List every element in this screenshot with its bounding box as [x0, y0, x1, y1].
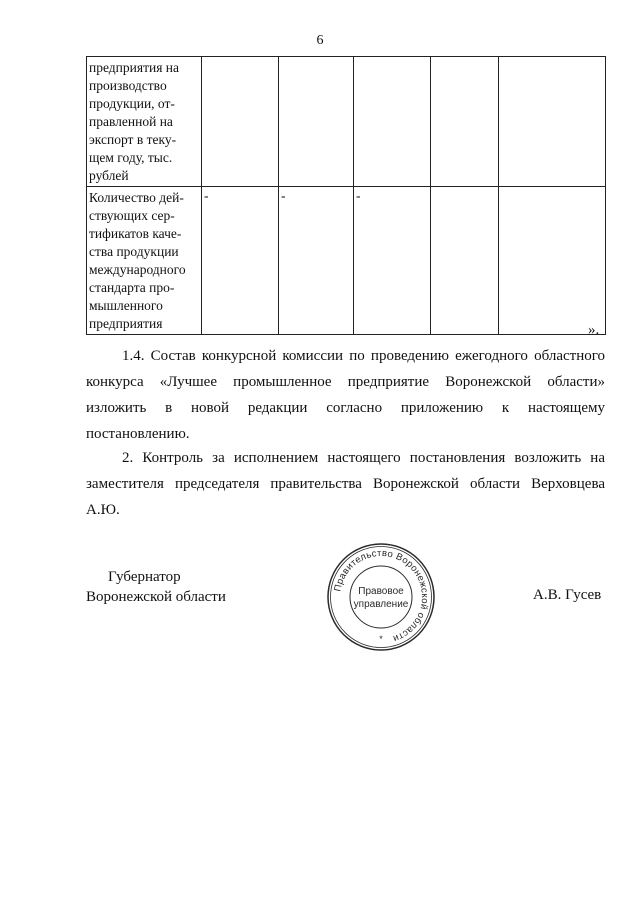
- signature-block: [86, 567, 226, 607]
- table-cell: [431, 187, 499, 335]
- page-number: 6: [316, 33, 324, 48]
- row-label-line: предприятия: [89, 316, 163, 331]
- signatory-name: А.В. Гусев: [533, 587, 602, 603]
- paragraph-control-assignment: 2. Контроль за исполнением настоящего постановления возложить на заместителя председателя правительства Воронежской области Верховцева А.Ю.: [86, 450, 605, 518]
- closing-quote: ».: [588, 322, 600, 338]
- indicator-table: [86, 56, 606, 335]
- table-cell: -: [279, 187, 354, 335]
- row-label-line: тификатов каче-: [89, 226, 182, 241]
- row-label-line: мышленного: [89, 298, 163, 313]
- table-cell: [499, 57, 606, 187]
- row-label-line: стандарта про-: [89, 280, 175, 295]
- row-label-line: Количество дей-: [89, 190, 184, 205]
- table-cell: -: [202, 187, 279, 335]
- row-label-line: международного: [89, 262, 186, 277]
- row-label-cell: [87, 57, 202, 187]
- stamp-ring-text: Правительство Воронежской области: [332, 547, 431, 645]
- row-label-line: продукции, от-: [89, 96, 175, 111]
- stamp-center-line2: управление: [353, 599, 409, 610]
- table-cell: [202, 57, 279, 187]
- table-cell: [431, 57, 499, 187]
- table-cell: [354, 57, 431, 187]
- table-cell: -: [354, 187, 431, 335]
- signatory-title: Губернатор: [108, 569, 181, 585]
- table-row: [87, 187, 606, 335]
- row-label-line: предприятия на: [89, 60, 179, 75]
- row-label-line: щем году, тыс.: [89, 150, 173, 165]
- row-label-line: ства продукции: [89, 244, 179, 259]
- row-label-cell: [87, 187, 202, 335]
- row-label-line: правленной на: [89, 114, 173, 129]
- row-label-line: рублей: [89, 168, 129, 183]
- table-cell: [279, 57, 354, 187]
- table-row: [87, 57, 606, 187]
- stamp-star-mark: *: [379, 634, 383, 644]
- paragraph-commission-composition: 1.4. Состав конкурсной комиссии по проведению ежегодного областного конкурса «Лучшее промышленное предприятие Воронежской области» изложить в новой редакции согласно приложению к настоящему постановлению.: [86, 348, 605, 442]
- official-stamp: [325, 541, 437, 653]
- row-label-line: производство: [89, 78, 167, 93]
- row-label-line: ствующих сер-: [89, 208, 175, 223]
- row-label-line: экспорт в теку-: [89, 132, 177, 147]
- stamp-center-line1: Правовое: [358, 586, 404, 597]
- table-cell: [499, 187, 606, 335]
- signatory-region: Воронежской области: [86, 589, 226, 605]
